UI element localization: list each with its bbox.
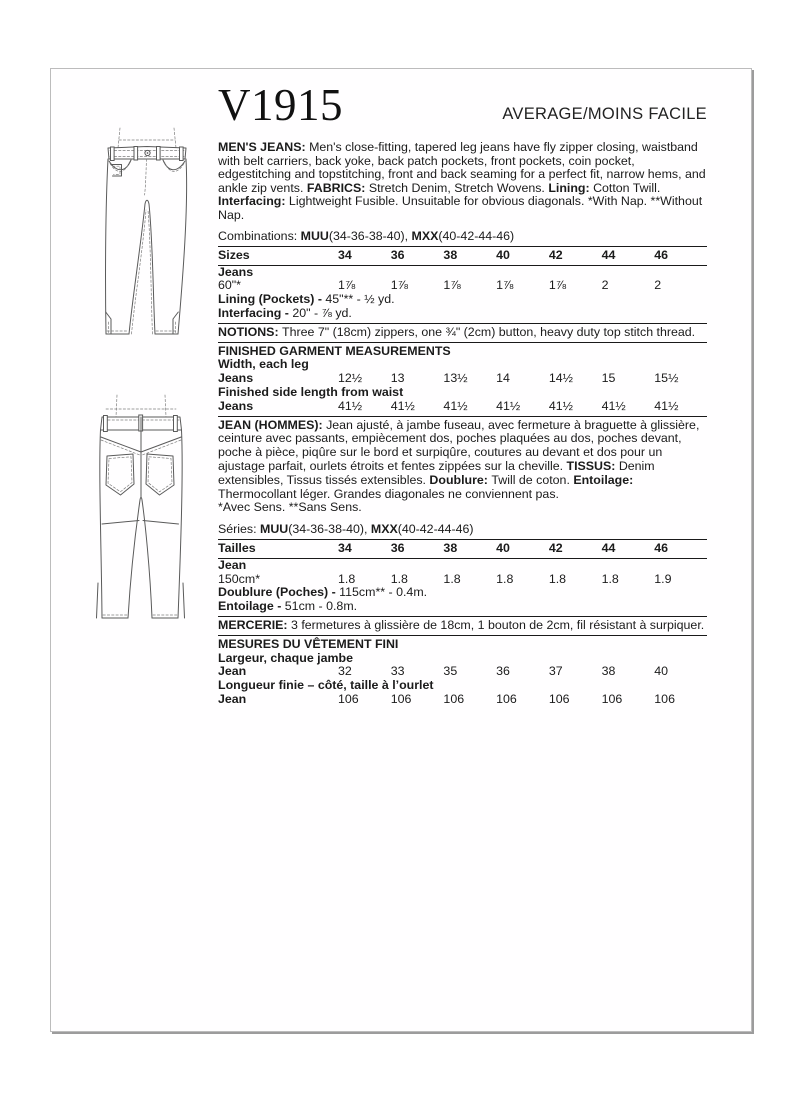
doublure-yardage-line [218,586,707,600]
hems [106,331,178,334]
jeans-back-illustration [88,393,192,634]
bold-text: Doublure: [429,472,492,487]
table-cell: 106 [548,691,570,706]
table-cell: 42 [548,247,563,262]
row-label: Jean [218,691,247,706]
table-cell: 15½ [654,371,679,386]
table-cell: 1.8 [601,571,619,586]
bold-text: Lining: [548,180,594,195]
row-label: Sizes [218,247,250,262]
bold-text: MXX [411,229,439,243]
bold-text: MUU [260,522,289,537]
table-cell: 35 [443,664,458,679]
table-cell: 37 [548,664,563,679]
text: 20" - ⅞ yd. [292,305,352,320]
body-guide-dashes [118,128,176,148]
french-finished-table [218,652,707,707]
table-cell: 13½ [443,371,468,386]
table-cell: 38 [443,540,458,555]
table-cell: 106 [601,691,623,706]
table-cell: 1⅞ [548,278,567,293]
text: 115cm** - 0.4m. [339,585,428,600]
english-finished-table [218,358,707,413]
table-cell: 13 [390,371,405,386]
table-cell: 32 [338,664,352,679]
bold-text: FABRICS: [306,180,369,195]
body-guide-dashes [106,395,176,417]
table-cell: 106 [654,691,675,706]
table-cell: 1⅞ [390,278,408,293]
table-cell: 41½ [443,398,468,413]
table-cell: 106 [390,691,412,706]
bold-text: MEN'S JEANS: [218,140,310,154]
jeans-front-illustration [95,126,199,347]
row-label: Jeans [218,264,254,279]
table-row [218,386,707,400]
knee-seam [143,521,179,525]
table-cell: 36 [390,540,405,555]
row-label: Jeans [218,371,254,386]
table-row [218,541,707,559]
mesures-title: MESURES DU VÊTEMENT FINI [218,636,399,651]
interfacing-yardage-line [218,307,707,321]
hems [102,615,178,618]
text: Lightweight Fusible. Unsuitable for obvious diagonals. *With Nap. **Without Nap. [218,194,703,222]
entoilage-yardage-line [218,600,707,614]
english-yardage-table [218,246,707,293]
text: Cotton Twill. [593,180,661,195]
row-label: 150cm* [218,571,261,586]
row-label: Jean [218,557,247,572]
table-row [218,372,707,386]
table-cell: 44 [601,247,616,262]
bold-text: Doublure (Poches) - [218,585,340,600]
table-cell: 41½ [601,398,626,413]
table-cell: 2 [601,278,609,293]
pattern-envelope-back [50,68,752,1032]
table-cell: 41½ [654,398,679,413]
knee-seam [102,521,139,525]
table-cell: 1.8 [443,571,461,586]
bold-text: MERCERIE: [218,617,291,632]
table-cell: 41½ [390,398,415,413]
legs [100,430,182,618]
text: Three 7" (18cm) zippers, one ¾" (2cm) button, heavy duty top stitch thread. [282,324,696,339]
row-label: Longueur finie – côté, taille à l’ourlet [218,678,434,693]
row-label: 60"* [218,278,242,293]
table-cell: 106 [443,691,465,706]
table-cell: 44 [601,540,616,555]
jeans-front-icon [95,126,199,342]
header-row [218,80,707,130]
table-row [218,679,707,693]
table-cell: 106 [338,691,359,706]
text: Men's close-fitting, tapered leg jeans have fly zipper closing, waistband with belt carriers, back yoke, back patch pockets, front pockets, coin pocket, edgestitching and topstitching, front and back seaming for a perfect fit, narrow hems, and ankle zip vents. [218,140,706,195]
french-description [218,419,707,502]
table-cell: 40 [654,664,669,679]
row-label: Tailles [218,540,256,555]
table-cell: 1.9 [654,571,672,586]
table-row [218,279,707,293]
table-cell: 41½ [548,398,573,413]
table-row [218,665,707,679]
text: Denim extensibles, Tissus tissés extensibles. [218,458,655,487]
front-pockets [109,160,185,176]
table-cell: 2 [654,278,662,293]
text-column [218,80,707,707]
table-cell: 42 [548,540,563,555]
table-row [218,573,707,587]
text: (34-36-38-40), [288,522,371,537]
text: 3 fermetures à glissière de 18cm, 1 bouton de 2cm, fil résistant à surpiquer. [290,617,705,632]
table-cell: 38 [601,664,616,679]
table-row [218,559,707,573]
bold-text: NOTIONS: [218,324,283,339]
hem-vents [97,583,185,618]
text: Combinations: [218,229,301,243]
table-cell: 41½ [338,398,363,413]
text: Stretch Denim, Stretch Wovens. [368,180,549,195]
table-cell: 106 [496,691,517,706]
bold-text: Entoilage - [218,599,285,614]
fly-stitching [145,159,147,195]
table-cell: 41½ [496,398,521,413]
table-cell: 1.8 [496,571,514,586]
text: *Avec Sens. **Sans Sens. [218,500,362,515]
text: Thermocollant léger. Grandes diagonales ne conviennent pas. [218,486,559,501]
row-label: Finished side length from waist [218,384,404,399]
text: (40-42-44-46) [397,522,474,537]
pattern-number: V1915 [218,80,343,130]
bold-text: Lining (Pockets) - [218,292,326,307]
french-yardage-table [218,539,707,586]
table-cell: 1⅞ [496,278,514,293]
row-label: Width, each leg [218,357,309,372]
table-cell: 1⅞ [443,278,461,293]
table-cell: 46 [654,540,669,555]
legs [106,159,187,334]
table-row [218,266,707,280]
row-label: Jeans [218,398,254,413]
table-row [218,693,707,707]
table-cell: 36 [496,664,510,679]
table-cell: 38 [443,247,458,262]
text: 45"** - ½ yd. [325,292,395,307]
table-cell: 34 [338,247,352,262]
table-cell: 1.8 [338,571,356,586]
text: Jean ajusté, à jambe fuseau, avec fermeture à braguette à glissière, ceinture avec passants, empiècement dos, poches plaquées au dos, poches devant, poche à pièce, piqûre sur le bord et surpiqûre, coutures au devant et dos pour un ajustage parfait, ourlets étroits et fentes zippées sur la cheville. [218,417,700,473]
series-line [218,523,707,537]
table-row [218,358,707,372]
french-nap-footnote [218,501,707,515]
back-yoke [101,417,181,456]
english-description [218,141,707,222]
finished-measurements-title: FINISHED GARMENT MEASUREMENTS [218,343,451,358]
bold-text: Interfacing - [218,305,293,320]
text: (40-42-44-46) [438,229,515,243]
mercerie-paragraph [218,619,707,633]
row-label: Largeur, chaque jambe [218,650,353,665]
difficulty-rating: AVERAGE/MOINS FACILE [502,105,707,123]
table-row [218,248,707,266]
combinations-line [218,230,707,244]
text: 51cm - 0.8m. [284,599,358,614]
table-cell: 15 [601,371,616,386]
row-label: Jean [218,664,247,679]
table-cell: 36 [390,247,405,262]
bold-text: TISSUS: [566,458,619,473]
text: Twill de coton. [491,472,574,487]
lining-yardage-line [218,293,707,307]
table-cell: 34 [338,540,352,555]
table-cell: 1.8 [390,571,408,586]
table-cell: 14½ [548,371,573,386]
waistband [108,147,186,161]
bold-text: Interfacing: [218,194,289,208]
bold-text: MUU [300,229,329,243]
bold-text: JEAN (HOMMES): [218,417,327,432]
table-cell: 14 [496,371,510,386]
table-cell: 33 [390,664,405,679]
table-cell: 1.8 [548,571,567,586]
table-cell: 40 [496,540,510,555]
table-row [218,400,707,414]
back-patch-pockets [106,454,174,495]
table-cell: 12½ [338,371,363,386]
table-cell: 46 [654,247,669,262]
table-cell: 1⅞ [338,278,356,293]
table-row [218,652,707,666]
bold-text: Entoilage: [573,472,634,487]
table-cell: 40 [496,247,510,262]
notions-paragraph [218,326,707,340]
jeans-back-icon [88,393,192,629]
text: (34-36-38-40), [328,229,412,243]
bold-text: MXX [370,522,398,537]
text: Séries: [218,522,261,537]
